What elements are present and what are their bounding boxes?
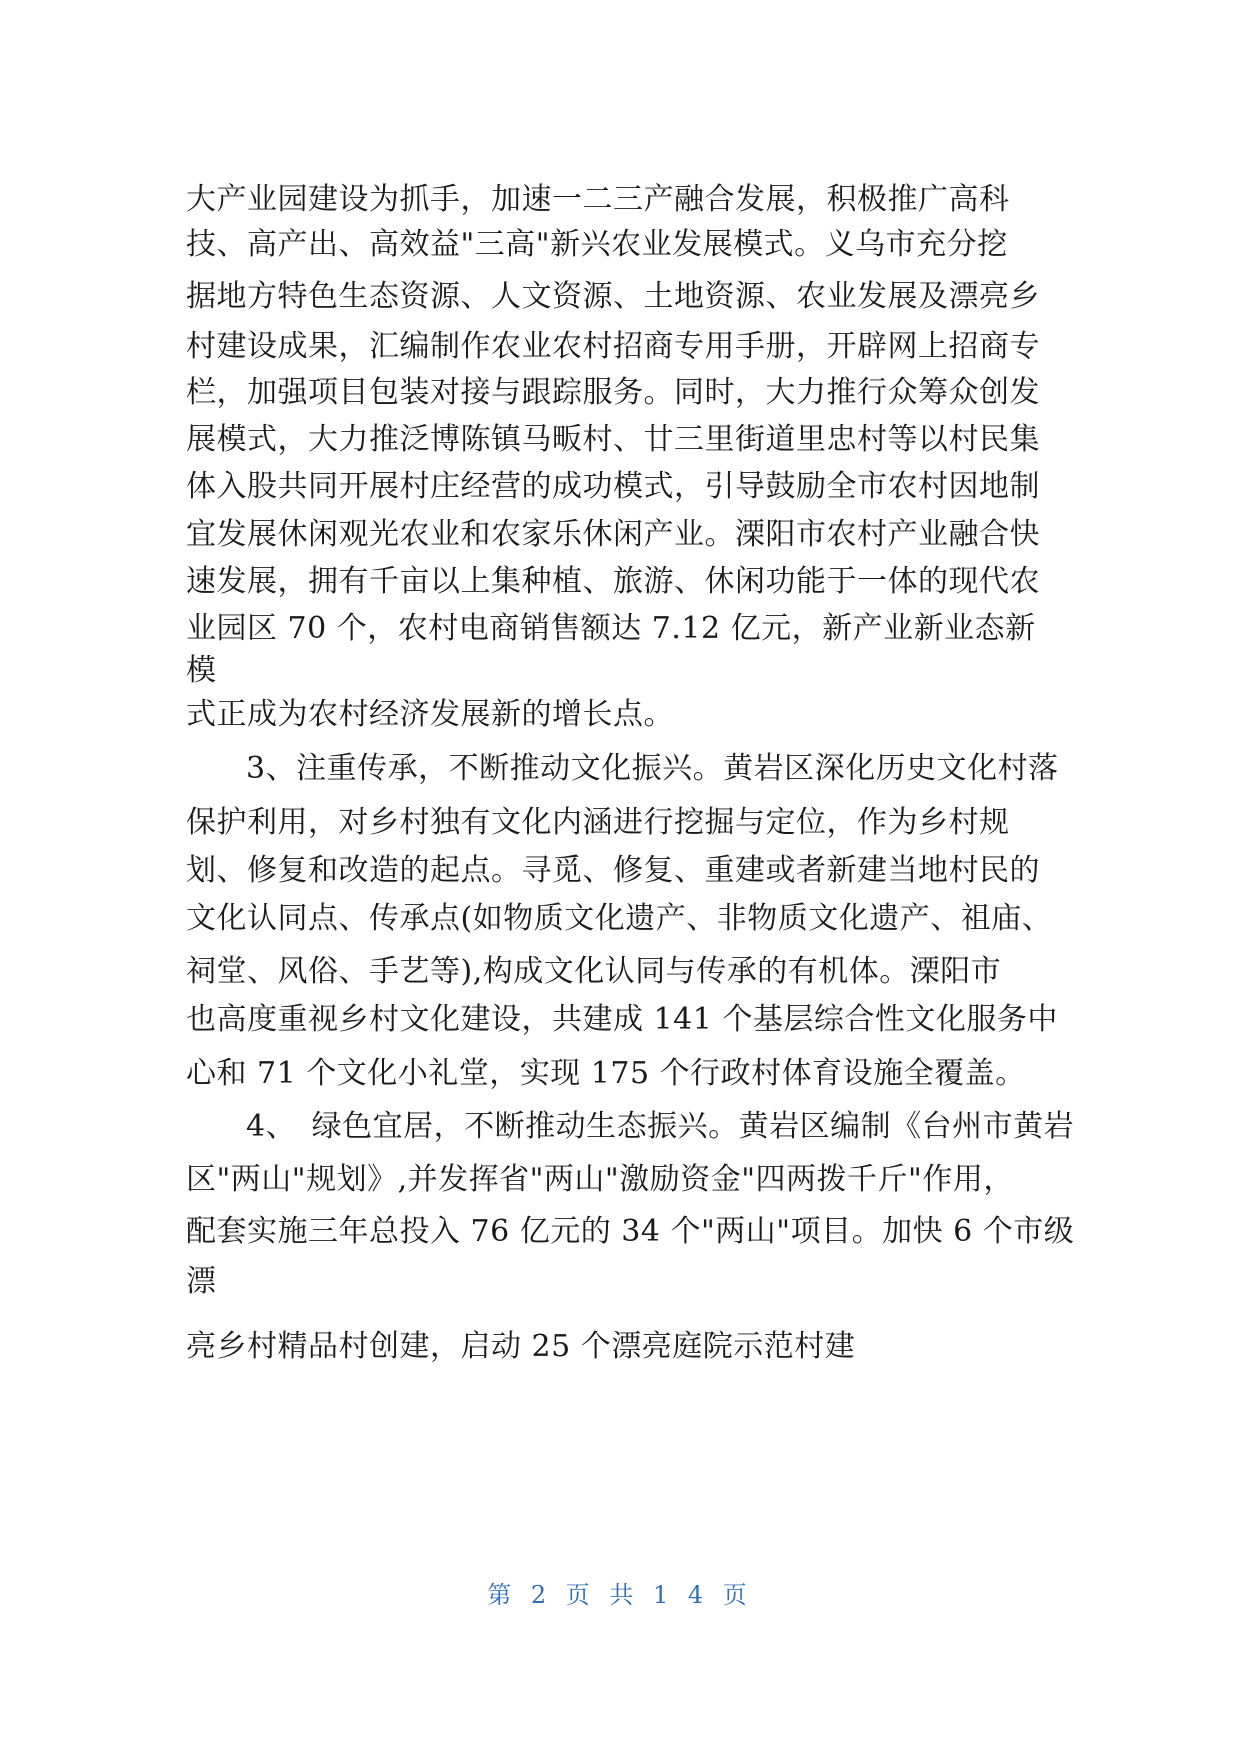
- body-text-line: 技、高产出、高效益"三高"新兴农业发展模式。义乌市充分挖: [186, 227, 1008, 262]
- body-text-line: 式正成为农村经济发展新的增长点。: [186, 697, 674, 732]
- body-text-line: 划、修复和改造的起点。寻觅、修复、重建或者新建当地村民的: [186, 853, 1040, 888]
- body-text-line: 速发展，拥有千亩以上集种植、旅游、休闲功能于一体的现代农: [186, 564, 1040, 599]
- body-text-line: 展模式，大力推泛博陈镇马畈村、廿三里街道里忠村等以村民集: [186, 422, 1040, 457]
- body-text-line: 也高度重视乡村文化建设，共建成 141 个基层综合性文化服务中: [186, 1002, 1058, 1037]
- body-text-line: 大产业园建设为抓手，加速一二三产融合发展，积极推广高科: [186, 182, 1010, 217]
- body-text-line: 模: [186, 653, 217, 688]
- body-text-line: 村建设成果，汇编制作农业农村招商专用手册，开辟网上招商专: [186, 329, 1040, 364]
- body-text-line: 体入股共同开展村庄经营的成功模式，引导鼓励全市农村因地制: [186, 469, 1040, 504]
- body-text-line: 栏，加强项目包装对接与跟踪服务。同时，大力推行众筹众创发: [186, 375, 1040, 410]
- body-text-line: 心和 71 个文化小礼堂，实现 175 个行政村体育设施全覆盖。: [186, 1056, 1026, 1091]
- body-text-line: 业园区 70 个，农村电商销售额达 7.12 亿元，新产业新业态新: [186, 611, 1036, 646]
- section-heading-line: 3、注重传承，不断推动文化振兴。黄岩区深化历史文化村落: [246, 751, 1059, 786]
- section-heading-line: 4、 绿色宜居，不断推动生态振兴。黄岩区编制《台州市黄岩: [246, 1109, 1075, 1144]
- body-text-line: 漂: [186, 1264, 217, 1299]
- body-text-line: 据地方特色生态资源、人文资源、土地资源、农业发展及漂亮乡: [186, 279, 1040, 314]
- body-text-line: 亮乡村精品村创建，启动 25 个漂亮庭院示范村建: [186, 1329, 856, 1364]
- body-text-line: 文化认同点、传承点(如物质文化遗产、非物质文化遗产、祖庙、: [186, 901, 1053, 936]
- page-number-footer: 第 2 页 共 1 4 页: [487, 1581, 753, 1609]
- body-text-line: 区"两山"规划》,并发挥省"两山"激励资金"四两拨千斤"作用，: [186, 1162, 1014, 1197]
- body-text-line: 祠堂、风俗、手艺等),构成文化认同与传承的有机体。溧阳市: [186, 954, 1002, 989]
- body-text-line: 保护利用，对乡村独有文化内涵进行挖掘与定位，作为乡村规: [186, 805, 1010, 840]
- body-text-line: 宜发展休闲观光农业和农家乐休闲产业。溧阳市农村产业融合快: [186, 517, 1040, 552]
- body-text-line: 配套实施三年总投入 76 亿元的 34 个"两山"项目。加快 6 个市级: [186, 1214, 1075, 1249]
